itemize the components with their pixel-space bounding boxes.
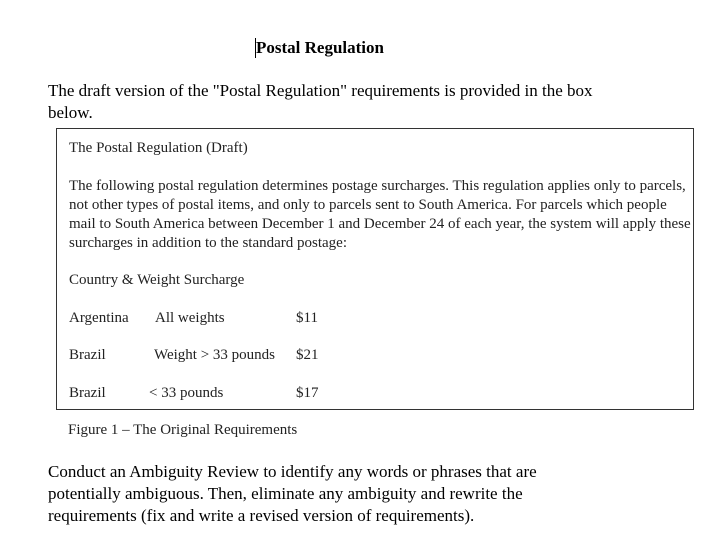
row-weight: Weight > 33 pounds bbox=[154, 347, 275, 363]
requirements-box bbox=[56, 128, 694, 410]
box-title: The Postal Regulation (Draft) bbox=[69, 140, 248, 156]
row-country: Argentina bbox=[69, 310, 129, 326]
surcharge-table-header: Country & Weight Surcharge bbox=[69, 272, 245, 288]
box-paragraph: The following postal regulation determines postage surcharges. This regulation applies only to parcels, not other types of postal items, and only to parcels sent to South America. For parcels which people mail to South America between December 1 and December 24 of each year, the system will apply these surcharges in addition to the standard postage: bbox=[69, 178, 691, 251]
instructions-paragraph: Conduct an Ambiguity Review to identify any words or phrases that are potentially ambiguous. Then, eliminate any ambiguity and rewrite the requirements (fix and write a revised version of requirements). bbox=[48, 462, 537, 525]
document-title: Postal Regulation bbox=[256, 38, 384, 57]
figure-caption: Figure 1 – The Original Requirements bbox=[68, 422, 298, 438]
row-surcharge: $17 bbox=[296, 385, 319, 401]
intro-paragraph: The draft version of the "Postal Regulation" requirements is provided in the box below. bbox=[48, 81, 593, 122]
row-surcharge: $11 bbox=[296, 310, 318, 326]
row-country: Brazil bbox=[69, 347, 106, 363]
row-weight: All weights bbox=[155, 310, 225, 326]
row-weight: < 33 pounds bbox=[149, 385, 224, 401]
row-surcharge: $21 bbox=[296, 347, 319, 363]
row-country: Brazil bbox=[69, 385, 106, 401]
